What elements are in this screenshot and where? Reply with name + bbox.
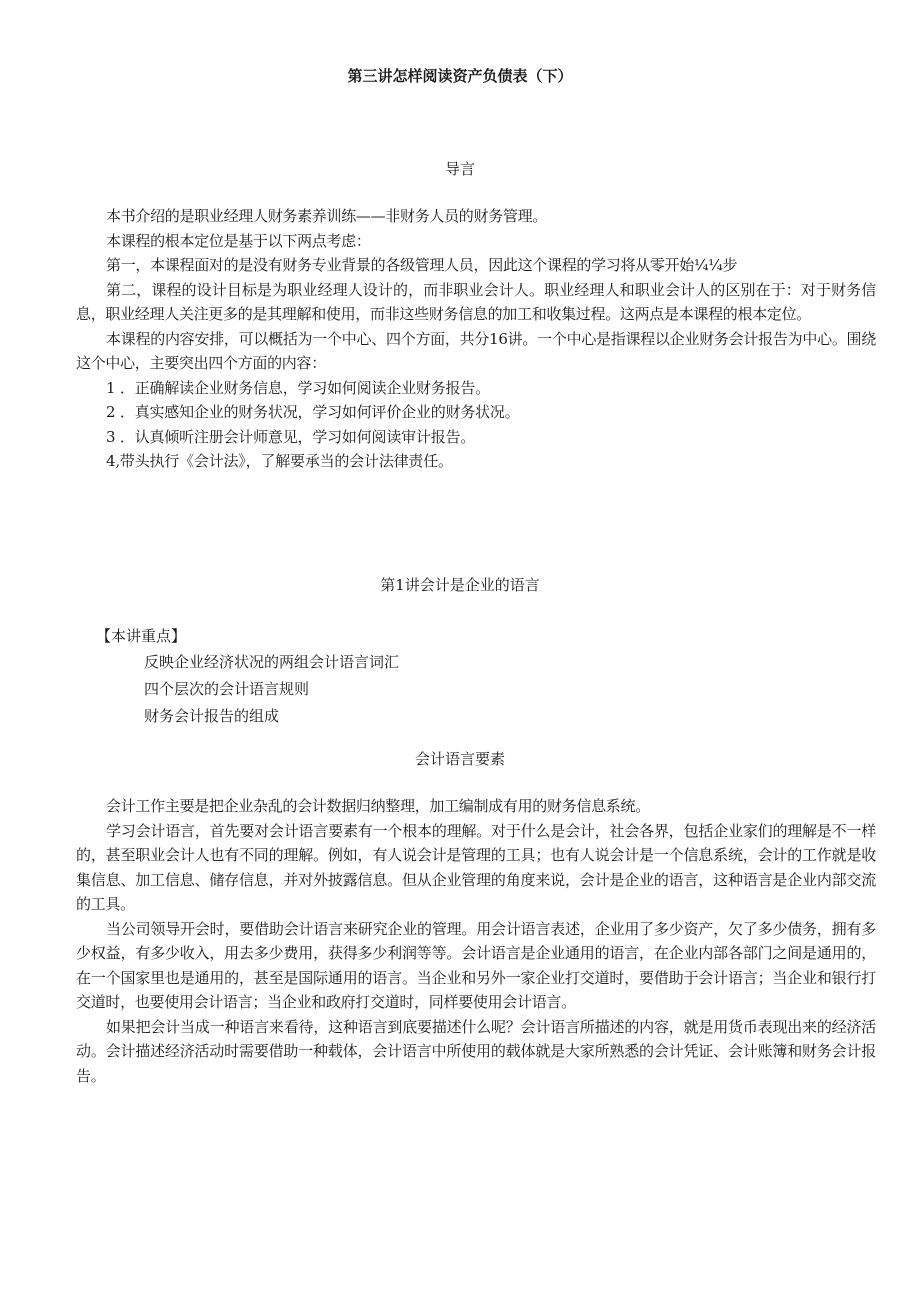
- lecture-paragraph: 学习会计语言，首先要对会计语言要素有一个根本的理解。对于什么是会计，社会各界，包括企业家们的理解是不一样的，甚至职业会计人也有不同的理解。例如，有人说会计是管理的工具；也有人说会计是一个信息系统，会计的工作就是收集信息、加工信息、储存信息，并对外披露信息。但从企业管理的角度来说，会计是企业的语言，这种语言是企业内部交流的工具。: [76, 821, 876, 913]
- focus-item: 财务会计报告的组成: [144, 707, 280, 725]
- focus-item: 四个层次的会计语言规则: [144, 680, 310, 698]
- document-title: 第三讲怎样阅读资产负债表（下）: [347, 67, 573, 85]
- intro-paragraph: 本课程的根本定位是基于以下两点考虑：: [106, 231, 371, 250]
- intro-paragraph: 本书介绍的是职业经理人财务素养训练——非财务人员的财务管理。: [106, 207, 548, 225]
- lecture-heading: 第1讲会计是企业的语言: [380, 576, 540, 594]
- intro-section: [76, 204, 876, 474]
- section-heading: 会计语言要素: [414, 750, 505, 768]
- intro-paragraph: 本课程的内容安排，可以概括为一个中心、四个方面，共分16讲。一个中心是指课程以企业财务会计报告为中心。围绕这个中心，主要突出四个方面的内容：: [76, 329, 876, 372]
- lecture-section: [76, 794, 876, 1088]
- intro-list-item: 3 ．认真倾听注册会计师意见，学习如何阅读审计报告。: [106, 427, 476, 446]
- intro-heading: 导言: [444, 160, 475, 178]
- focus-item: 反映企业经济状况的两组会计语言词汇: [144, 653, 400, 671]
- lecture-paragraph: 如果把会计当成一种语言来看待，这种语言到底要描述什么呢？会计语言所描述的内容，就是用货币表现出来的经济活动。会计描述经济活动时需要借助一种载体，会计语言中所使用的载体就是大家所熟悉的会计凭证、会计账簿和财务会计报告。: [76, 1017, 876, 1085]
- intro-list-item: 2 ．真实感知企业的财务状况，学习如何评价企业的财务状况。: [106, 403, 520, 421]
- focus-list: [144, 649, 399, 730]
- intro-list-item: 4,带头执行《会计法》，了解要承当的会计法律责任。: [106, 452, 453, 470]
- intro-paragraph: 第二，课程的设计目标是为职业经理人设计的，而非职业会计人。职业经理人和职业会计人的区别在于：对于财务信息，职业经理人关注更多的是其理解和使用，而非这些财务信息的加工和收集过程。这两点是本课程的根本定位。: [76, 280, 876, 323]
- intro-paragraph: 第一，本课程面对的是没有财务专业背景的各级管理人员，因此这个课程的学习将从零开始¼¼步: [106, 256, 738, 274]
- lecture-paragraph: 会计工作主要是把企业杂乱的会计数据归纳整理，加工编制成有用的财务信息系统。: [106, 797, 650, 815]
- intro-list-item: 1 ．正确解读企业财务信息，学习如何阅读企业财务报告。: [106, 378, 490, 397]
- focus-label: 【本讲重点】: [96, 627, 187, 645]
- lecture-paragraph: 当公司领导开会时，要借助会计语言来研究企业的管理。用会计语言表述，企业用了多少资产，欠了多少债务，拥有多少权益，有多少收入，用去多少费用，获得多少利润等等。会计语言是企业通用的语言，在企业内部各部门之间是通用的，在一个国家里也是通用的，甚至是国际通用的语言。当企业和另外一家企业打交道时，要借助于会计语言；当企业和银行打交道时，也要使用会计语言；当企业和政府打交道时，同样要使用会计语言。: [76, 919, 876, 1011]
